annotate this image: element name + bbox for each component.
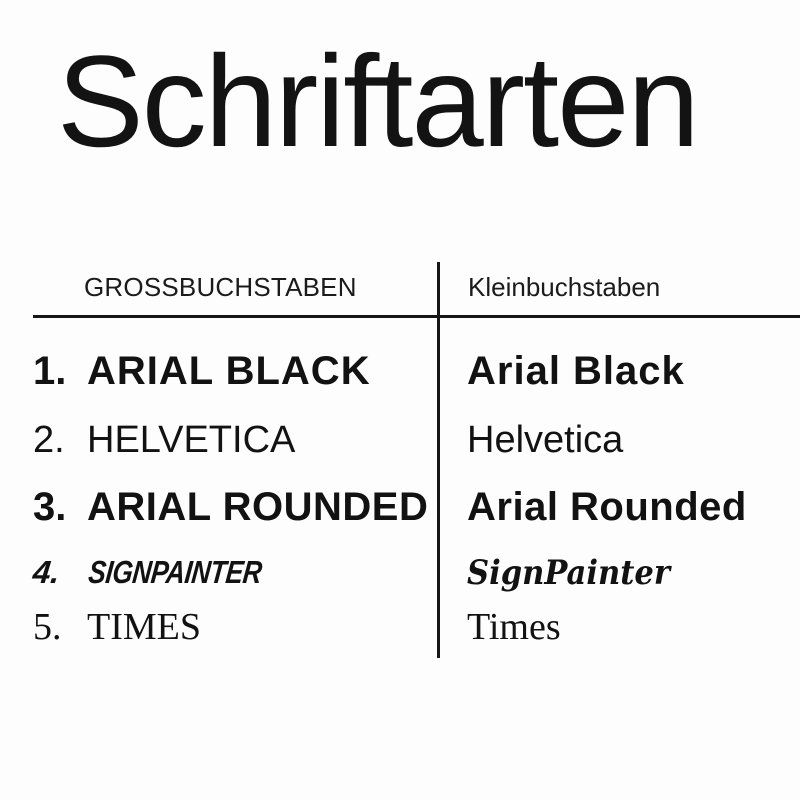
- font-sample-lowercase: Arial Rounded: [467, 485, 747, 529]
- row-number: 5.: [33, 606, 62, 648]
- column-divider-line: [437, 262, 440, 658]
- column-header-lowercase: Kleinbuchstaben: [468, 272, 661, 302]
- row-number: 2.: [33, 419, 65, 461]
- font-sample-uppercase: HELVETICA: [87, 419, 296, 461]
- row-number: 1.: [33, 349, 67, 393]
- font-sample-uppercase: TIMES: [87, 606, 201, 648]
- font-sample-lowercase: Helvetica: [467, 419, 624, 461]
- row-number: 3.: [33, 485, 67, 529]
- font-sample-lowercase: SignPainter: [467, 553, 670, 593]
- column-header-uppercase: GROSSBUCHSTABEN: [84, 272, 357, 302]
- font-sample-lowercase: Arial Black: [467, 349, 685, 393]
- font-sample-uppercase: SIGNPAINTER: [86, 554, 264, 590]
- header-underline: [33, 315, 800, 318]
- font-sample-lowercase: Times: [467, 606, 561, 648]
- row-number: 4.: [31, 554, 62, 590]
- font-sample-uppercase: ARIAL BLACK: [87, 349, 371, 393]
- page-title: Schriftarten: [57, 28, 698, 174]
- font-sample-uppercase: ARIAL ROUNDED: [87, 485, 429, 529]
